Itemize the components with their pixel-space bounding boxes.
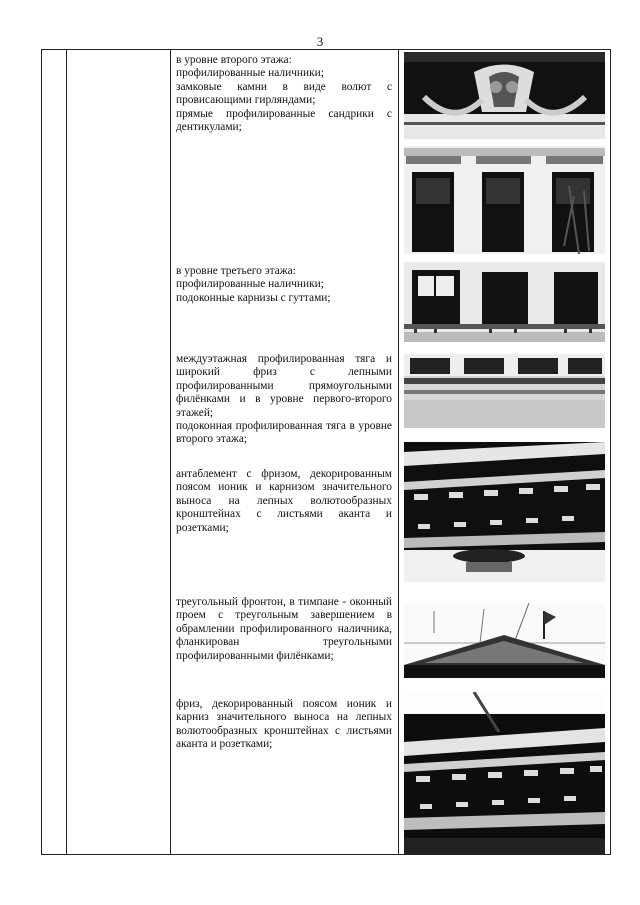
photo-pediment	[404, 603, 605, 678]
description-table	[41, 49, 611, 855]
row-4-text	[176, 468, 392, 535]
text-line: подоконная профилированная тяга в уровне второго этажа;	[176, 420, 392, 446]
photo-second-floor-windows	[404, 146, 605, 254]
text-line: в уровне второго этажа:	[176, 54, 292, 66]
photo-cornice	[404, 692, 605, 854]
table-column-divider	[170, 50, 171, 854]
page-number: 3	[316, 34, 324, 49]
text-line: в уровне третьего этажа:	[176, 265, 296, 277]
text-line: прямые профилированные сандрики с дентикулами;	[176, 107, 392, 134]
row-2-text	[176, 265, 392, 305]
photo-keystone	[404, 52, 605, 139]
photo-frieze-panels	[404, 354, 605, 428]
text-line: профилированные наличники;	[176, 278, 324, 291]
text-line: подоконные карнизы с гуттами;	[176, 291, 331, 304]
table-column-divider	[398, 50, 399, 854]
table-column-divider	[66, 50, 67, 854]
text-line: междуэтажная профилированная тяга и широкий фриз с лепными профилированными прямоугольными филёнками и в уровне первого-второго этажей;	[176, 353, 392, 419]
row-3-text	[176, 353, 392, 447]
text-line: замковые камни в виде волют с провисающими гирляндами;	[176, 80, 392, 107]
row-5-text	[176, 596, 392, 663]
photo-third-floor-windows	[404, 262, 605, 342]
row-1-text	[176, 54, 392, 134]
text-line: фриз, декорированный поясом ионик и карниз значительного выноса на лепных волютообразных кронштейнах с листьями аканта и розетками;	[176, 698, 392, 751]
photo-entablature	[404, 442, 605, 582]
text-line: профилированные наличники;	[176, 67, 324, 80]
text-line: антаблемент с фризом, декорированным поясом ионик и карнизом значительного выноса на лепных волютообразных кронштейнах с листьями аканта и розетками;	[176, 468, 392, 534]
text-line: треугольный фронтон, в тимпане - оконный проем с треугольным завершением в обрамлении профилированного наличника, фланкирован треугольными профилированными филёнками;	[176, 596, 392, 662]
row-6-text	[176, 698, 392, 752]
